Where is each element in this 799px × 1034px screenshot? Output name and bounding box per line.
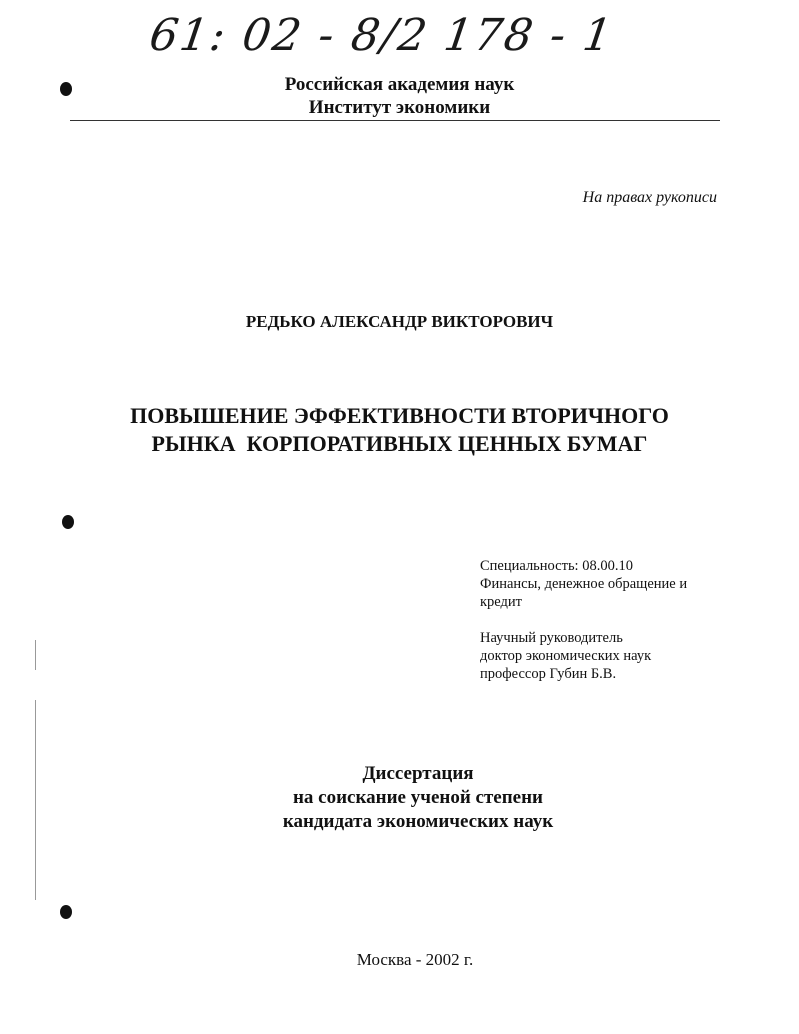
handwritten-catalog-number: 61: 02 - 8/2 178 - 1 — [146, 10, 617, 61]
supervisor-line-3: профессор Губин Б.В. — [480, 666, 617, 682]
binder-hole-mark — [60, 82, 72, 96]
dissertation-block — [0, 762, 799, 834]
organization-name: Российская академия наук — [284, 74, 515, 95]
binder-hole-mark — [60, 905, 72, 919]
city-year: Москва - 2002 г. — [356, 950, 474, 969]
author-name: РЕДЬКО АЛЕКСАНДР ВИКТОРОВИЧ — [245, 312, 554, 331]
scan-artifact-line — [35, 700, 36, 900]
title-line-2: РЫНКА КОРПОРАТИВНЫХ ЦЕННЫХ БУМАГ — [151, 431, 648, 456]
specialty-line-2: Финансы, денежное обращение и — [480, 576, 688, 592]
header-divider — [70, 120, 720, 121]
supervisor-line-2: доктор экономических наук — [480, 648, 652, 664]
supervisor-line-1: Научный руководитель — [480, 630, 623, 646]
specialty-line-1: Специальность: 08.00.10 — [480, 558, 633, 574]
dissertation-line-2: на соискание ученой степени — [292, 787, 543, 808]
title-line-1: ПОВЫШЕНИЕ ЭФФЕКТИВНОСТИ ВТОРИЧНОГО — [130, 403, 669, 428]
dissertation-line-1: Диссертация — [362, 763, 474, 784]
dissertation-line-3: кандидата экономических наук — [282, 811, 554, 832]
institute-name: Институт экономики — [308, 97, 491, 118]
specialty-block — [480, 557, 687, 683]
rights-note: На правах рукописи — [582, 189, 717, 206]
binder-hole-mark — [62, 515, 74, 529]
specialty-line-3: кредит — [480, 594, 523, 610]
thesis-title — [0, 402, 799, 458]
scan-artifact-line — [35, 640, 36, 670]
